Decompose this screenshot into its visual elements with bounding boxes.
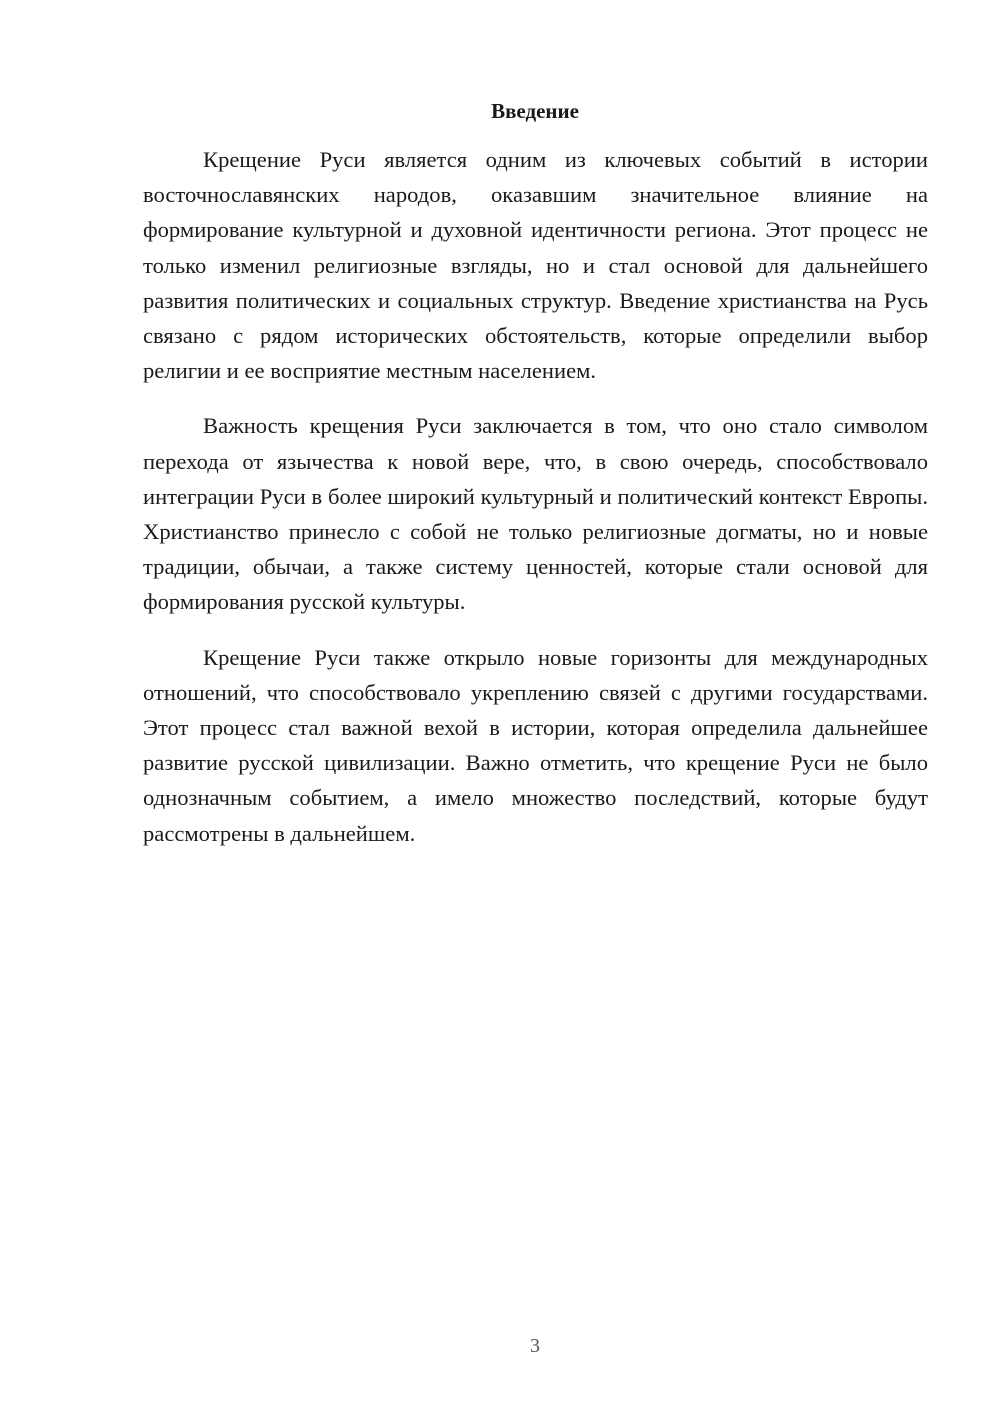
paragraph-2: Важность крещения Руси заключается в том, что оно стало символом перехода от язычества к новой вере, что, в свою очередь, способствовало интеграции Руси в более широкий культурный и политический контекст Европы. Христианство принесло с собой не только религиозные догматы, но и новые традиции, обычаи, а также систему ценностей, которые стали основой для формирования русской культуры. [143, 413, 928, 615]
section-title: Введение [491, 99, 579, 123]
paragraph-3: Крещение Руси также открыло новые горизонты для международных отношений, что способствовало укреплению связей с другими государствами. Этот процесс стал важной вехой в истории, которая определила дальнейшее развитие русской цивилизации. Важно отметить, что крещение Руси не было однозначным событием, а имело множество последствий, которые будут рассмотрены в дальнейшем. [143, 644, 928, 846]
paragraph-1: Крещение Руси является одним из ключевых событий в истории восточнославянских народов, оказавшим значительное влияние на формирование культурной и духовной идентичности региона. Этот процесс не только изменил религиозные взгляды, но и стал основой для дальнейшего развития политических и социальных структур. Введение христианства на Русь связано с рядом исторических обстоятельств, которые определили выбор религии и ее восприятие местным населением. [143, 147, 928, 384]
body-text [143, 142, 928, 871]
page-number: 3 [530, 1335, 540, 1357]
